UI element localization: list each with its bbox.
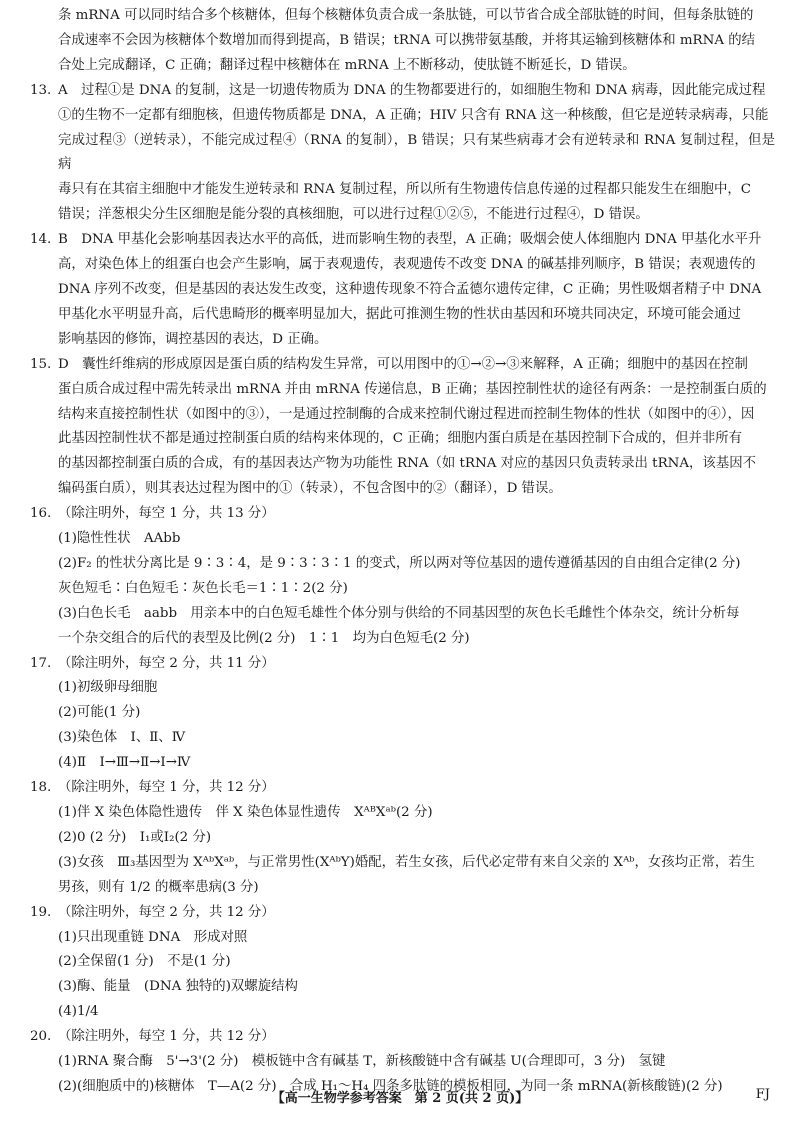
question-text: （除注明外，每空 1 分，共 12 分） xyxy=(58,780,275,796)
question-first-line xyxy=(30,652,775,677)
question-text: （除注明外，每空 1 分，共 13 分） xyxy=(58,506,275,522)
question-text: A 过程①是 DNA 的复制，这是一切遗传物质为 DNA 的生物都要进行的，如细胞生物和 DNA 病毒，因此能完成过程 xyxy=(58,82,766,98)
answer-line: (2)可能(1 分) xyxy=(58,705,141,721)
question-number: 18. xyxy=(30,780,52,796)
answer-line: 完成过程③（逆转录），不能完成过程④（RNA 的复制），B 错误；只有某些病毒才会有逆转录和 RNA 复制过程，但是病 xyxy=(58,132,775,173)
answer-line: 灰色短毛∶白色短毛∶灰色长毛＝1∶1∶2(2 分) xyxy=(58,580,348,596)
answer-line: 合处上完成翻译，C 正确；翻译过程中核糖体在 mRNA 上不断移动，使肽链不断延长，D 错误。 xyxy=(58,57,636,73)
question-first-line xyxy=(30,353,775,378)
question-number: 15. xyxy=(30,356,52,372)
answer-line: (2)(细胞质中的)核糖体 T—A(2 分) 合成 H₁～H₄ 四条多肽链的模板相同，为同一条 mRNA(新核酸链)(2 分) xyxy=(58,1078,723,1094)
answer-line: 影响基因的修饰，调控基因的表达，D 正确。 xyxy=(58,331,328,347)
question-text: B DNA 甲基化会影响基因表达水平的高低，进而影响生物的表型，A 正确；吸烟会使人体细胞内 DNA 甲基化水平升 xyxy=(58,232,762,248)
answer-line: (1)RNA 聚合酶 5'→3'(2 分) 模板链中含有碱基 T，新核酸链中含有碱基 U(合理即可，3 分) 氢键 xyxy=(58,1054,666,1070)
question-first-line xyxy=(30,1025,775,1050)
question-first-line xyxy=(30,79,775,104)
question-number: 16. xyxy=(30,506,52,522)
answer-line: (3)女孩 Ⅲ₃基因型为 XᴬᵇXᵃᵇ，与正常男性(XᴬᵇY)婚配，若生女孩，后代必定带有来自父亲的 Xᴬᵇ，女孩均正常，若生 xyxy=(58,854,756,870)
answer-line: 结构来直接控制性状（如图中的③），一是通过控制酶的合成来控制代谢过程进而控制生物体的性状（如图中的④），因 xyxy=(58,406,755,422)
question-number: 14. xyxy=(30,232,52,248)
answer-line: 编码蛋白质），则其表达过程为图中的①（转录），不包含图中的②（翻译），D 错误。 xyxy=(58,481,562,497)
question-text: D 囊性纤维病的形成原因是蛋白质的结构发生异常，可以用图中的①→②→③来解释，A 正确；细胞中的基因在控制 xyxy=(58,356,748,372)
answer-line: (1)只出现重链 DNA 形成对照 xyxy=(58,929,248,945)
question-first-line xyxy=(30,901,775,926)
answer-line: (1)伴 X 染色体隐性遗传 伴 X 染色体显性遗传 XᴬᴮXᵃᵇ(2 分) xyxy=(58,805,433,820)
question-text: （除注明外，每空 2 分，共 11 分） xyxy=(58,655,275,671)
answer-line: (4)Ⅱ Ⅰ→Ⅲ→Ⅱ→Ⅰ→Ⅳ xyxy=(58,755,191,771)
answer-line: (2)F₂ 的性状分离比是 9∶3∶4，是 9∶3∶3∶1 的变式，所以两对等位基因的遗传遵循基因的自由组合定律(2 分) xyxy=(58,555,741,571)
answer-line: 合成速率不会因为核糖体个数增加而得到提高，B 错误；tRNA 可以携带氨基酸，并将其运输到核糖体和 mRNA 的结 xyxy=(58,32,756,48)
answer-line: 条 mRNA 可以同时结合多个核糖体，但每个核糖体负责合成一条肽链，可以节省合成全部肽链的时间，但每条肽链的 xyxy=(58,8,754,23)
answer-line: (3)染色体 Ⅰ、Ⅱ、Ⅳ xyxy=(58,730,186,746)
answer-page xyxy=(30,4,775,1100)
answer-line: (2)全保留(1 分) 不是(1 分) xyxy=(58,954,231,970)
answer-line: 男孩，则有 1/2 的概率患病(3 分) xyxy=(58,879,259,895)
answer-line: DNA 序列不改变，但是基因的表达发生改变，这种遗传现象不符合孟德尔遗传定律，C 正确；男性吸烟者精子中 DNA xyxy=(58,281,762,297)
answer-line: (4)1/4 xyxy=(58,1004,99,1020)
answer-line: 毒只有在其宿主细胞中才能发生逆转录和 RNA 复制过程，所以所有生物遗传信息传递的过程都只能发生在细胞中，C xyxy=(58,182,751,198)
answer-line: (3)白色长毛 aabb 用亲本中的白色短毛雄性个体分别与供给的不同基因型的灰色长毛雌性个体杂交，统计分析每 xyxy=(58,605,740,621)
question-number: 19. xyxy=(30,904,52,920)
question-first-line xyxy=(30,502,775,527)
answer-line: ①的生物不一定都有细胞核，但遗传物质都是 DNA，A 正确；HIV 只含有 RNA 这一种核酸，但它是逆转录病毒，只能 xyxy=(58,107,769,123)
answer-line: (3)酶、能量 (DNA 独特的)双螺旋结构 xyxy=(58,979,298,995)
question-first-line xyxy=(30,228,775,253)
answer-line: (2)0 (2 分) Ⅰ₁或Ⅰ₂(2 分) xyxy=(58,829,212,845)
answer-line: 此基因控制性状不都是通过控制蛋白质的结构来体现的，C 正确；细胞内蛋白质是在基因控制下合成的，但并非所有 xyxy=(58,431,743,447)
question-number: 20. xyxy=(30,1029,52,1045)
answer-line: 甲基化水平明显升高，后代患畸形的概率明显加大，据此可推测生物的性状由基因和环境共同决定，环境可能会通过 xyxy=(58,306,741,322)
answer-line: 蛋白质合成过程中需先转录出 mRNA 并由 mRNA 传递信息，B 正确；基因控制性状的途径有两条：一是控制蛋白质的 xyxy=(58,381,767,397)
answer-line: 一个杂交组合的后代的表型及比例(2 分) 1∶1 均为白色短毛(2 分) xyxy=(58,630,470,646)
footer-title: 【高一生物学参考答案 第 2 页(共 2 页)】 xyxy=(271,1091,529,1106)
question-number: 13. xyxy=(30,82,52,98)
footer-code: FJ xyxy=(755,1087,770,1102)
answer-line: (1)隐性性状 AAbb xyxy=(58,531,181,547)
answer-line: 错误；洋葱根尖分生区细胞是能分裂的真核细胞，可以进行过程①②⑤，不能进行过程④，D 错误。 xyxy=(58,207,649,223)
answer-line: 的基因都控制蛋白质的合成，有的基因表达产物为功能性 RNA（如 tRNA 对应的基因只负责转录出 tRNA，该基因不 xyxy=(58,456,756,472)
question-text: （除注明外，每空 2 分，共 12 分） xyxy=(58,904,275,920)
page-footer xyxy=(0,1085,800,1109)
question-first-line xyxy=(30,776,775,801)
question-text: （除注明外，每空 1 分，共 12 分） xyxy=(58,1029,275,1045)
answer-line: (1)初级卵母细胞 xyxy=(58,680,158,696)
question-number: 17. xyxy=(30,655,52,671)
answer-line: 高，对染色体上的组蛋白也会产生影响，属于表观遗传，表观遗传不改变 DNA 的碱基排列顺序，B 错误；表观遗传的 xyxy=(58,257,756,273)
